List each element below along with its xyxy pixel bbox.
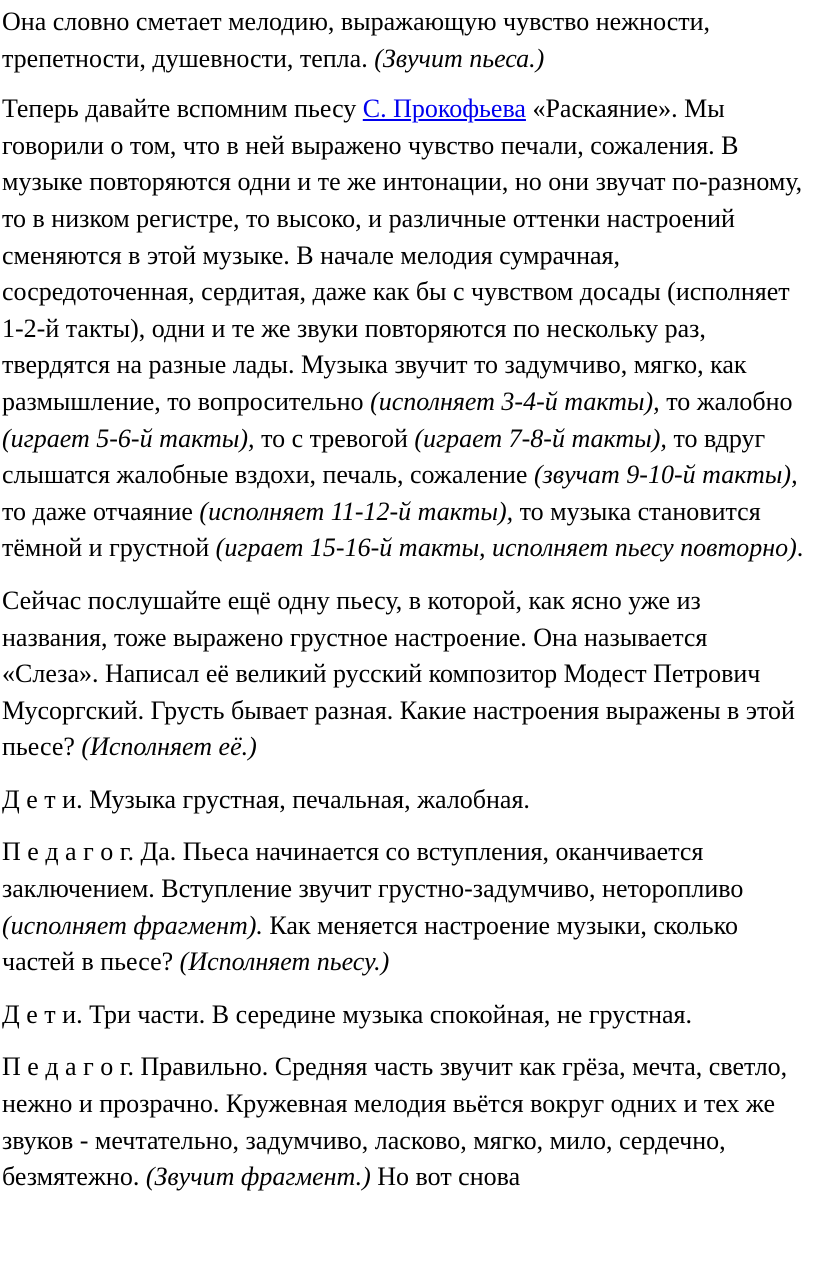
paragraph-6 xyxy=(2,997,808,1034)
prokofiev-link[interactable]: С. Прокофьева xyxy=(362,94,526,124)
text: то вдруг слышатся жалобные вздохи, печаль, сожаление xyxy=(2,423,766,490)
text: «Раскаяние». Мы говорили о том, что в ней выражено чувство печали, сожаления. В музыке повторяются одни и те же интонации, но они звучат по-разному, то в низком регистре, то высоко, и различные оттенки настроений сменяются в этой музыке. В начале мелодия сумрачная, сосредоточенная, сердитая, даже как бы с чувством досады (исполняет 1-2-й такты), одни и те же звуки повторяются по нескольку раз, твердятся на разные лады. Музыка звучит то задумчиво, мягко, как размышление, то вопросительно xyxy=(2,94,803,416)
stage-direction: (звучат 9-10-й такты), xyxy=(533,460,798,490)
text: то музыка становится тёмной и грустной xyxy=(2,496,761,563)
text: Сейчас послушайте ещё одну пьесу, в которой, как ясно уже из названия, тоже выражено грустное настроение. Она называется «Слеза». Написал её великий русский композитор Модест Петрович Мусоргский. Грусть бывает разная. Какие настроения выражены в этой пьесе? xyxy=(2,585,795,762)
stage-direction: (играет 7-8-й такты), xyxy=(414,423,667,453)
speaker-label: Д е т и xyxy=(2,784,77,814)
text: то даже отчаяние xyxy=(2,496,200,526)
text: . Да. Пьеса начинается со вступления, оканчивается заключением. Вступление звучит грустно-задумчиво, неторопливо xyxy=(2,837,744,904)
text: то жалобно xyxy=(659,386,793,416)
speaker-label: Д е т и xyxy=(2,999,77,1029)
paragraph-5 xyxy=(2,834,808,980)
paragraph-3 xyxy=(2,583,808,766)
stage-direction: (Звучит пьеса.) xyxy=(374,43,545,73)
text: то с тревогой xyxy=(254,423,415,453)
paragraph-4 xyxy=(2,782,808,819)
speaker-label: П е д а г о г xyxy=(2,1052,128,1082)
text: Как меняется настроение музыки, сколько частей в пьесе? xyxy=(2,910,738,977)
text: . Музыка грустная, печальная, жалобная. xyxy=(76,784,530,814)
text: Она словно сметает мелодию, выражающую чувство нежности, трепетности, душевности, тепла. xyxy=(2,7,711,73)
stage-direction: (играет 15-16-й такты, исполняет пьесу повторно) xyxy=(215,533,797,563)
paragraph-1 xyxy=(2,4,808,77)
stage-direction: (Исполняет её.) xyxy=(81,732,257,762)
stage-direction: (исполняет 3-4-й такты), xyxy=(370,386,660,416)
paragraph-2 xyxy=(2,91,808,567)
paragraph-7 xyxy=(2,1049,808,1195)
text: . xyxy=(796,533,804,563)
speaker-label: П е д а г о г xyxy=(2,837,128,867)
text: . Правильно. Средняя часть звучит как грёза, мечта, светло, нежно и прозрачно. Кружевная мелодия вьётся вокруг одних и тех же звуков - мечтательно, задумчиво, ласково, мягко, мило, сердечно, безмятежно. xyxy=(2,1052,788,1192)
text: Но вот снова xyxy=(370,1162,521,1192)
text: Теперь давайте вспомним пьесу xyxy=(2,94,363,124)
stage-direction: (исполняет 11-12-й такты), xyxy=(199,496,514,526)
stage-direction: (исполняет фрагмент). xyxy=(2,910,263,940)
stage-direction: (играет 5-6-й такты), xyxy=(2,423,255,453)
text: . Три части. В середине музыка спокойная, не грустная. xyxy=(76,999,692,1029)
stage-direction: (Исполняет пьесу.) xyxy=(179,947,390,977)
stage-direction: (Звучит фрагмент.) xyxy=(145,1162,371,1192)
